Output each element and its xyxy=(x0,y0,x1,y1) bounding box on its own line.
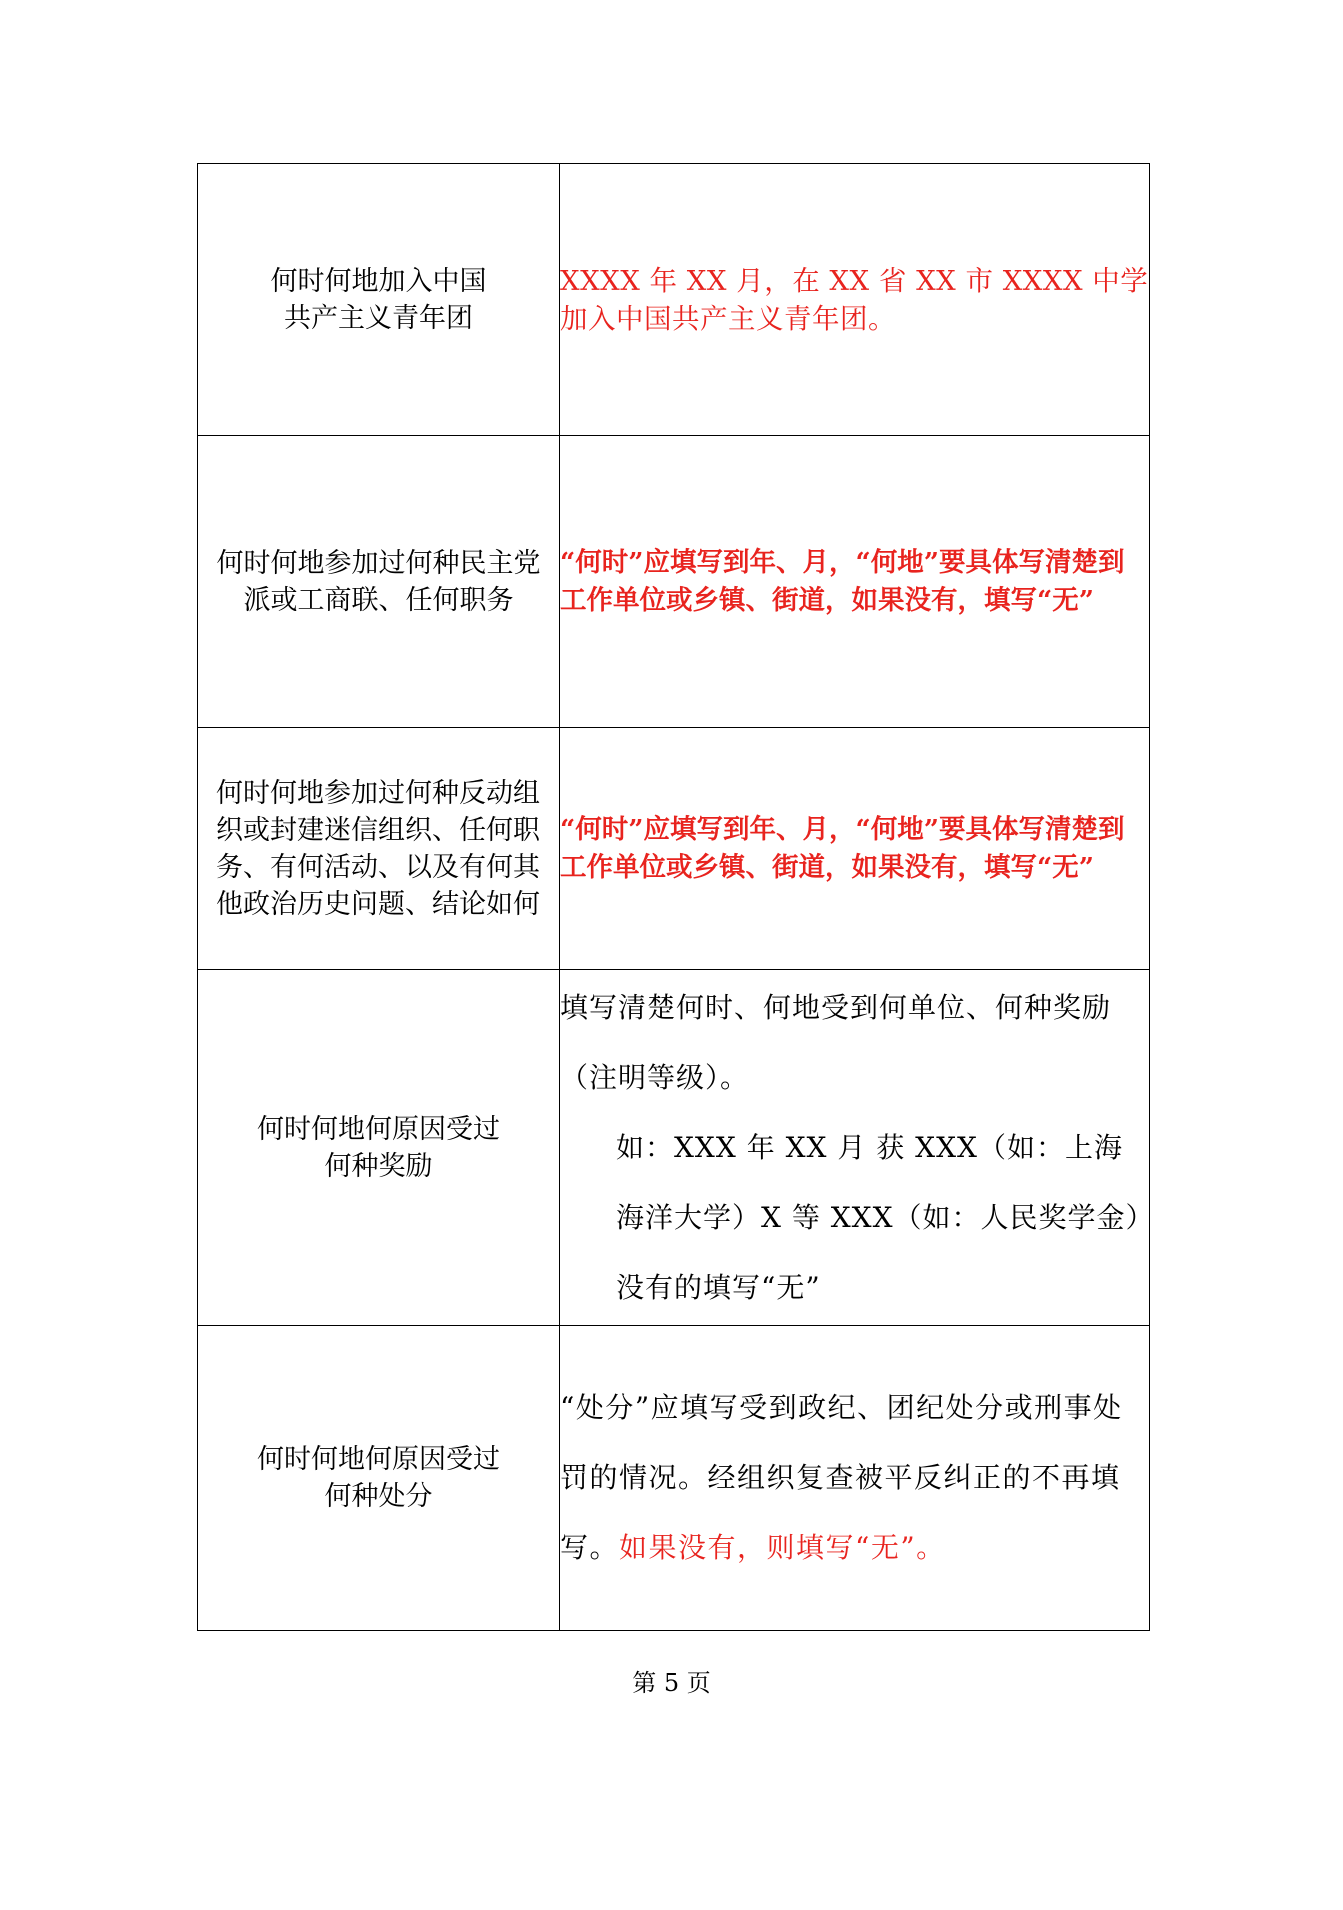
label-line: 何种奖励 xyxy=(324,1150,433,1182)
table-row xyxy=(198,164,1150,436)
value-text: 没有的填写“无” xyxy=(616,1270,821,1304)
row-value xyxy=(560,970,1155,1326)
table-row xyxy=(198,728,1150,970)
label-line: 务、有何活动、以及有何其 xyxy=(216,851,540,883)
value-text xyxy=(560,1373,1149,1583)
table-row xyxy=(198,436,1150,728)
value-text: XXXX 年 XX 月，在 XX 省 XX 市 XXXX 中学加入中国共产主义青年团。 xyxy=(560,264,1149,335)
form-table xyxy=(197,163,1155,1631)
label-line: 何种处分 xyxy=(324,1481,433,1512)
row-label xyxy=(198,436,560,728)
label-line: 何时何地何原因受过 xyxy=(257,1444,500,1475)
row-value xyxy=(560,728,1150,970)
table-row xyxy=(198,1326,1150,1631)
value-text-black: “处分”应填写受到政纪、团纪处分或刑事处罚的情况。经组织复查被平反纠正的不再填写。 xyxy=(560,1391,1123,1564)
row-label xyxy=(198,1326,560,1631)
value-text: 填写清楚何时、何地受到何单位、何种奖励（注明等级）。 xyxy=(560,990,1112,1094)
label-line: 共产主义青年团 xyxy=(284,302,473,334)
row-label xyxy=(198,970,560,1326)
value-text: 如：XXX 年 XX 月 获 XXX（如：上海海洋大学）X 等 XXX（如：人民奖学金） xyxy=(616,1130,1155,1234)
label-line: 派或工商联、任何职务 xyxy=(243,584,514,616)
label-line: 他政治历史问题、结论如何 xyxy=(216,888,540,920)
label-line: 织或封建迷信组织、任何职 xyxy=(216,814,540,846)
value-text: “何时”应填写到年、月，“何地”要具体写清楚到工作单位或乡镇、街道，如果没有，填写“无” xyxy=(560,546,1125,616)
label-line: 何时何地参加过何种反动组 xyxy=(216,777,540,809)
label-line: 何时何地加入中国 xyxy=(270,265,487,297)
page-number: 第 5 页 xyxy=(632,1669,711,1697)
table-row xyxy=(198,970,1150,1326)
row-value xyxy=(560,1326,1150,1631)
label-line: 何时何地何原因受过 xyxy=(257,1113,500,1145)
row-label xyxy=(198,728,560,970)
row-value xyxy=(560,164,1150,436)
row-value xyxy=(560,436,1150,728)
label-line: 何时何地参加过何种民主党 xyxy=(216,547,541,579)
row-label xyxy=(198,164,560,436)
value-text-red: 如果没有，则填写“无”。 xyxy=(619,1531,946,1564)
value-text: “何时”应填写到年、月，“何地”要具体写清楚到工作单位或乡镇、街道，如果没有，填写“无” xyxy=(560,813,1125,883)
